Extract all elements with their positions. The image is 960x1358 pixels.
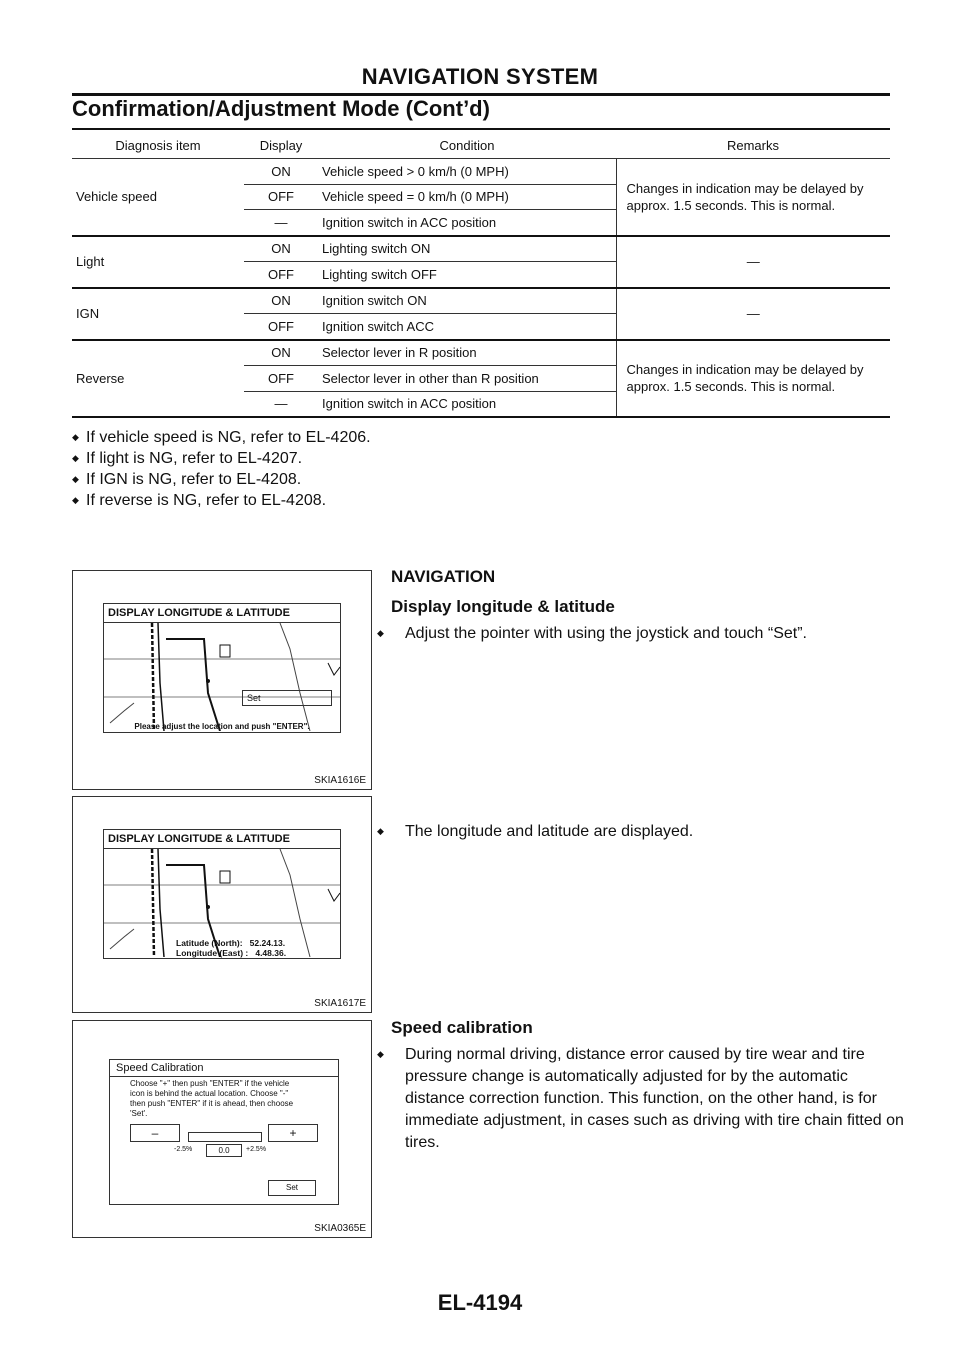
heading-display-long-lat: Display longitude & latitude [391, 597, 615, 616]
nav-screen [103, 829, 341, 959]
condition-cell: Selector lever in R position [318, 340, 616, 366]
condition-cell: Ignition switch ON [318, 288, 616, 314]
page-number: EL-4194 [437, 1290, 523, 1315]
table-header-row [72, 132, 890, 159]
item-light: Light [72, 236, 244, 288]
screen-title: DISPLAY LONGITUDE & LATITUDE [104, 604, 340, 623]
note-item: ◆ If light is NG, refer to EL-4207. [72, 448, 371, 469]
figure-skia0365e [72, 1020, 372, 1238]
latitude-value: 52.24.13. [249, 938, 286, 948]
step-speed-calibration: ◆ During normal driving, distance error caused by tire wear and tire pressure change is automatically adjusted for by the automatic distance correction function. This function, on the other hand, is for immediate adjustment, in cases such as driving with tire chain fitted on tires. [391, 1043, 905, 1154]
section-title: NAVIGATION SYSTEM [361, 64, 599, 89]
condition-cell: Selector lever in other than R position [318, 366, 616, 392]
display-cell: — [244, 391, 318, 417]
calibration-bar [188, 1132, 262, 1142]
figure-skia1616e [72, 570, 372, 790]
figure-id: SKIA0365E [314, 1223, 366, 1234]
condition-cell: Lighting switch OFF [318, 262, 616, 288]
figure-id: SKIA1616E [314, 775, 366, 786]
max-label: +2.5% [246, 1146, 267, 1153]
display-cell: ON [244, 159, 318, 185]
longitude-value: 4.48.36. [255, 948, 287, 958]
heading-navigation: NAVIGATION [391, 567, 496, 586]
step-adjust-pointer: ◆ Adjust the pointer with using the joystick and touch “Set”. [391, 622, 905, 645]
heading-speed-calibration: Speed calibration [391, 1018, 533, 1037]
calibration-screen [109, 1059, 339, 1205]
col-diagnosis-item: Diagnosis item [72, 132, 244, 159]
remarks-cell: — [616, 288, 890, 340]
calibration-instruction: Choose "+" then push "ENTER" if the vehicle icon is behind the actual location. Choose "-" then push "ENTER" if it is ahead, then choose 'Set'. [130, 1079, 294, 1118]
figure-id: SKIA1617E [314, 998, 366, 1009]
step-long-lat-displayed: ◆ The longitude and latitude are displayed. [391, 820, 905, 843]
screen-title: Speed Calibration [110, 1060, 338, 1077]
plus-button[interactable]: + [268, 1124, 318, 1142]
screen-message: Please adjust the location and push "ENTER". [134, 722, 310, 731]
remarks-cell: Changes in indication may be delayed by approx. 1.5 seconds. This is normal. [616, 159, 890, 236]
latitude-label: Latitude (North): [176, 938, 243, 948]
nav-screen [103, 603, 341, 733]
header-rule-bottom [72, 128, 890, 130]
minus-button[interactable]: – [130, 1124, 180, 1142]
col-remarks: Remarks [616, 132, 890, 159]
coordinates-readout [176, 938, 286, 958]
condition-cell: Vehicle speed = 0 km/h (0 MPH) [318, 184, 616, 210]
item-ign: IGN [72, 288, 244, 340]
display-cell: — [244, 210, 318, 236]
longitude-label: Longitude (East) : [176, 948, 249, 958]
note-item: ◆ If IGN is NG, refer to EL-4208. [72, 469, 371, 490]
table-row [72, 236, 890, 262]
display-cell: OFF [244, 366, 318, 392]
note-item: ◆ If vehicle speed is NG, refer to EL-4206. [72, 427, 371, 448]
display-cell: OFF [244, 184, 318, 210]
display-cell: ON [244, 236, 318, 262]
display-cell: OFF [244, 314, 318, 340]
table-row [72, 159, 890, 185]
col-condition: Condition [318, 132, 616, 159]
display-cell: ON [244, 288, 318, 314]
item-reverse: Reverse [72, 340, 244, 418]
condition-cell: Ignition switch in ACC position [318, 210, 616, 236]
map-graphic [104, 623, 340, 731]
item-vehicle-speed: Vehicle speed [72, 159, 244, 236]
condition-cell: Lighting switch ON [318, 236, 616, 262]
diagnosis-table [72, 132, 890, 418]
set-button[interactable]: Set [268, 1180, 316, 1196]
table-row [72, 288, 890, 314]
display-cell: ON [244, 340, 318, 366]
col-display: Display [244, 132, 318, 159]
condition-cell: Ignition switch in ACC position [318, 391, 616, 417]
note-item: ◆ If reverse is NG, refer to EL-4208. [72, 490, 371, 511]
display-cell: OFF [244, 262, 318, 288]
min-label: -2.5% [174, 1146, 193, 1153]
figure-skia1617e [72, 796, 372, 1013]
remarks-cell: — [616, 236, 890, 288]
screen-title: DISPLAY LONGITUDE & LATITUDE [104, 830, 340, 849]
page-subtitle: Confirmation/Adjustment Mode (Cont’d) [72, 96, 490, 121]
calibration-value: 0.0 [206, 1144, 242, 1157]
condition-cell: Vehicle speed > 0 km/h (0 MPH) [318, 159, 616, 185]
notes-list [72, 427, 371, 511]
set-button[interactable]: Set [242, 690, 332, 706]
condition-cell: Ignition switch ACC [318, 314, 616, 340]
table-row [72, 340, 890, 366]
remarks-cell: Changes in indication may be delayed by approx. 1.5 seconds. This is normal. [616, 340, 890, 418]
